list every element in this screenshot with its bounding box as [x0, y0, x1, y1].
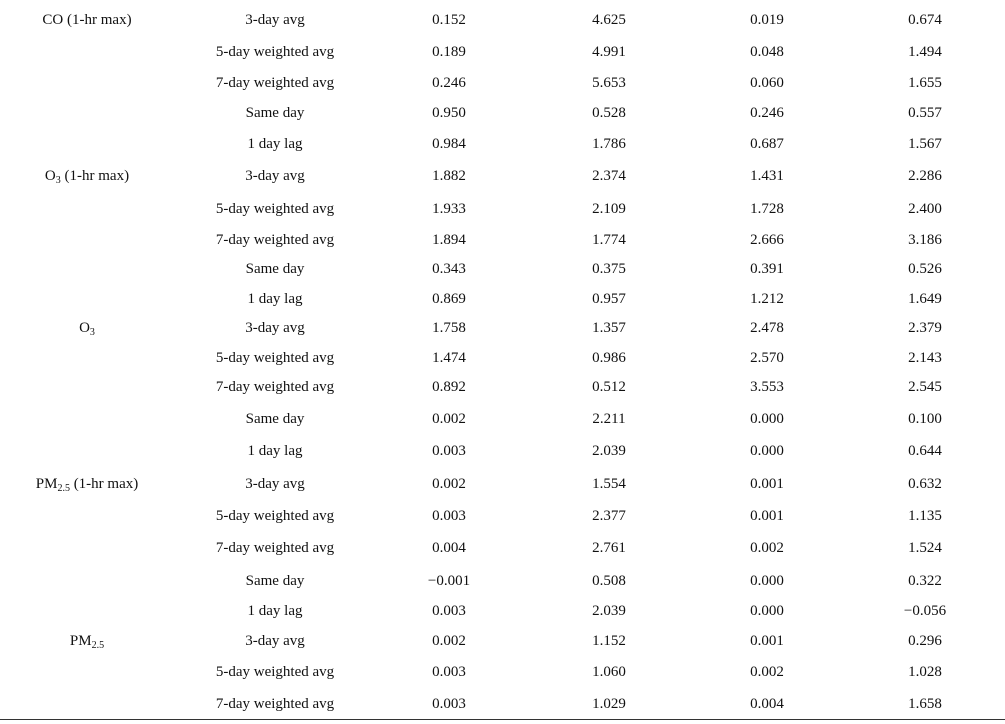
pollutant-label	[70, 631, 104, 651]
lag-structure-cell: 3-day avg	[245, 633, 305, 649]
table-row	[0, 662, 1005, 682]
table-row	[0, 631, 1005, 651]
value-cell: 1.357	[592, 320, 626, 336]
pollutant-qualifier: (1-hr max)	[63, 12, 132, 28]
value-cell: 1.212	[750, 291, 784, 307]
value-cell: 0.957	[592, 291, 626, 307]
lag-structure-cell: 5-day weighted avg	[215, 201, 335, 217]
value-cell: 1.882	[432, 168, 466, 184]
lag-structure-cell: 5-day weighted avg	[215, 664, 335, 680]
lag-structure-cell: Same day	[245, 261, 305, 277]
pollutant-qualifier: (1-hr max)	[69, 476, 139, 492]
table-row	[0, 377, 1005, 397]
value-cell: 0.950	[432, 105, 466, 121]
pollutant-name: PM	[69, 633, 92, 649]
value-cell: 2.478	[750, 320, 784, 336]
value-cell: 2.377	[592, 508, 626, 524]
value-cell: 1.135	[908, 508, 942, 524]
value-cell: 0.512	[592, 379, 626, 395]
value-cell: 1.774	[592, 232, 626, 248]
lag-structure-cell: 5-day weighted avg	[215, 508, 335, 524]
value-cell: 0.189	[432, 44, 466, 60]
value-cell: 0.100	[908, 411, 942, 427]
pollutant-subscript: 2.5	[91, 640, 105, 651]
value-cell: 2.374	[592, 168, 626, 184]
table-row	[0, 230, 1005, 250]
value-cell: 0.000	[750, 443, 784, 459]
lag-structure-cell: 1 day lag	[247, 603, 303, 619]
value-cell: 0.984	[432, 136, 466, 152]
table-row	[0, 538, 1005, 558]
value-cell: 0.060	[750, 75, 784, 91]
lag-structure-cell: 7-day weighted avg	[215, 540, 335, 556]
value-cell: −0.056	[903, 603, 947, 619]
value-cell: 0.000	[750, 573, 784, 589]
value-cell: 1.567	[908, 136, 942, 152]
value-cell: 1.554	[592, 476, 626, 492]
table-row	[0, 73, 1005, 93]
value-cell: 1.894	[432, 232, 466, 248]
pollutant-name: CO	[42, 12, 64, 28]
value-cell: 0.343	[432, 261, 466, 277]
lag-structure-cell: 7-day weighted avg	[215, 232, 335, 248]
pollutant-name: PM	[35, 476, 58, 492]
value-cell: 0.322	[908, 573, 942, 589]
pollutant-label	[42, 10, 131, 30]
value-cell: 1.649	[908, 291, 942, 307]
value-cell: 2.143	[908, 350, 942, 366]
table-row	[0, 474, 1005, 494]
lag-structure-cell: 5-day weighted avg	[215, 350, 335, 366]
value-cell: 1.524	[908, 540, 942, 556]
pollutant-label	[79, 318, 95, 338]
table-row	[0, 166, 1005, 186]
table-row	[0, 601, 1005, 621]
value-cell: 0.004	[432, 540, 466, 556]
value-cell: 0.869	[432, 291, 466, 307]
value-cell: 0.001	[750, 476, 784, 492]
lag-structure-cell: 1 day lag	[247, 291, 303, 307]
value-cell: 1.152	[592, 633, 626, 649]
lag-structure-cell: Same day	[245, 105, 305, 121]
value-cell: 0.048	[750, 44, 784, 60]
table-row	[0, 10, 1005, 30]
value-cell: 0.002	[750, 664, 784, 680]
lag-structure-cell: 3-day avg	[245, 168, 305, 184]
value-cell: 0.528	[592, 105, 626, 121]
value-cell: 2.761	[592, 540, 626, 556]
value-cell: 0.246	[750, 105, 784, 121]
value-cell: 0.391	[750, 261, 784, 277]
value-cell: 0.000	[750, 603, 784, 619]
lag-structure-cell: 3-day avg	[245, 320, 305, 336]
table-row	[0, 441, 1005, 461]
value-cell: 2.109	[592, 201, 626, 217]
value-cell: 0.296	[908, 633, 942, 649]
value-cell: 2.211	[592, 411, 626, 427]
value-cell: 0.002	[750, 540, 784, 556]
value-cell: 1.658	[908, 696, 942, 712]
pollutant-qualifier: (1-hr max)	[60, 168, 130, 184]
value-cell: 2.379	[908, 320, 942, 336]
value-cell: 1.029	[592, 696, 626, 712]
table-row	[0, 289, 1005, 309]
value-cell: 1.474	[432, 350, 466, 366]
lag-structure-cell: 3-day avg	[245, 476, 305, 492]
table-row	[0, 42, 1005, 62]
lag-structure-cell: 1 day lag	[247, 443, 303, 459]
value-cell: 0.003	[432, 603, 466, 619]
table-row	[0, 348, 1005, 368]
value-cell: 1.028	[908, 664, 942, 680]
pollutant-subscript: 2.5	[57, 483, 70, 494]
value-cell: 0.687	[750, 136, 784, 152]
pollutant-label	[36, 474, 139, 494]
value-cell: 5.653	[592, 75, 626, 91]
value-cell: 1.655	[908, 75, 942, 91]
pollutant-subscript: 3	[55, 175, 61, 186]
pollutant-subscript: 3	[89, 327, 95, 338]
value-cell: 0.375	[592, 261, 626, 277]
value-cell: 0.152	[432, 12, 466, 28]
value-cell: 0.001	[750, 508, 784, 524]
value-cell: 0.644	[908, 443, 942, 459]
value-cell: 0.674	[908, 12, 942, 28]
value-cell: 1.933	[432, 201, 466, 217]
pollutant-name: O	[79, 320, 90, 336]
table-row	[0, 259, 1005, 279]
value-cell: 0.003	[432, 508, 466, 524]
value-cell: 0.508	[592, 573, 626, 589]
table-row	[0, 506, 1005, 526]
value-cell: 0.632	[908, 476, 942, 492]
value-cell: 0.000	[750, 411, 784, 427]
value-cell: 0.003	[432, 664, 466, 680]
value-cell: 1.786	[592, 136, 626, 152]
value-cell: 0.003	[432, 443, 466, 459]
table-row	[0, 199, 1005, 219]
lag-structure-cell: 7-day weighted avg	[215, 75, 335, 91]
value-cell: −0.001	[427, 573, 471, 589]
value-cell: 1.728	[750, 201, 784, 217]
table-row	[0, 134, 1005, 154]
lag-structure-cell: 7-day weighted avg	[215, 696, 335, 712]
table-row	[0, 318, 1005, 338]
table-row	[0, 571, 1005, 591]
value-cell: 4.991	[592, 44, 626, 60]
lag-structure-cell: Same day	[245, 573, 305, 589]
value-cell: 4.625	[592, 12, 626, 28]
lag-structure-cell: 7-day weighted avg	[215, 379, 335, 395]
lag-structure-cell: 5-day weighted avg	[215, 44, 335, 60]
value-cell: 0.004	[750, 696, 784, 712]
value-cell: 0.003	[432, 696, 466, 712]
pollutant-label	[45, 166, 129, 186]
pollutant-name: O	[44, 168, 56, 184]
lag-structure-cell: 3-day avg	[245, 12, 305, 28]
value-cell: 0.892	[432, 379, 466, 395]
value-cell: 2.666	[750, 232, 784, 248]
table-row	[0, 409, 1005, 429]
value-cell: 0.002	[432, 476, 466, 492]
value-cell: 0.557	[908, 105, 942, 121]
value-cell: 0.002	[432, 633, 466, 649]
value-cell: 0.001	[750, 633, 784, 649]
value-cell: 1.494	[908, 44, 942, 60]
table-row	[0, 103, 1005, 123]
value-cell: 0.002	[432, 411, 466, 427]
value-cell: 2.570	[750, 350, 784, 366]
lag-structure-cell: 1 day lag	[247, 136, 303, 152]
table-bottom-rule	[0, 719, 1005, 720]
value-cell: 0.986	[592, 350, 626, 366]
value-cell: 2.400	[908, 201, 942, 217]
value-cell: 0.019	[750, 12, 784, 28]
value-cell: 1.431	[750, 168, 784, 184]
value-cell: 2.039	[592, 443, 626, 459]
lag-structure-cell: Same day	[245, 411, 305, 427]
value-cell: 1.758	[432, 320, 466, 336]
value-cell: 2.039	[592, 603, 626, 619]
table-row	[0, 694, 1005, 714]
value-cell: 0.246	[432, 75, 466, 91]
value-cell: 0.526	[908, 261, 942, 277]
value-cell: 3.553	[750, 379, 784, 395]
value-cell: 2.545	[908, 379, 942, 395]
value-cell: 1.060	[592, 664, 626, 680]
value-cell: 2.286	[908, 168, 942, 184]
value-cell: 3.186	[908, 232, 942, 248]
